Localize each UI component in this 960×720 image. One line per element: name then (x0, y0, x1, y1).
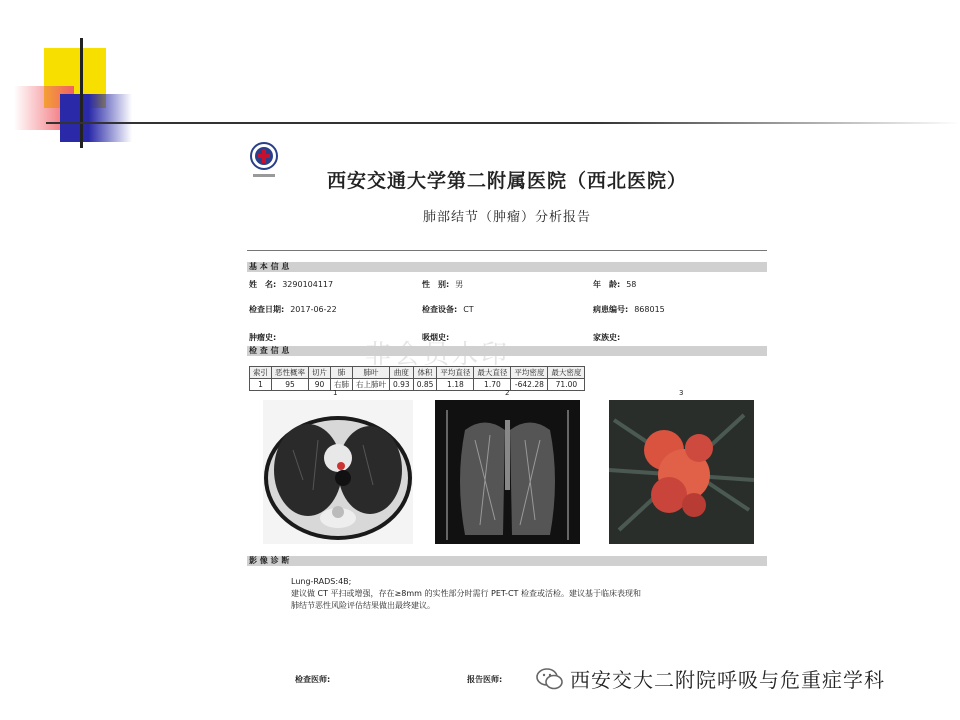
recommendation-line-2: 肺结节恶性风险评估结果做出最终建议。 (291, 601, 435, 610)
report-title: 肺部结节（肿瘤）分析报告 (422, 210, 591, 225)
lung-rads-line: Lung-RADS:4B; (291, 577, 352, 586)
divider (247, 250, 767, 251)
table-cell: 1.18 (437, 379, 474, 391)
wechat-account-name: 西安交大二附院呼吸与危重症学科 (570, 668, 885, 692)
table-cell: 1.70 (474, 379, 511, 391)
exam-date-field: 检查日期: 2017-06-22 (249, 305, 337, 314)
col-header: 最大直径 (474, 367, 511, 379)
col-header: 切片 (309, 367, 331, 379)
table-cell: 1 (250, 379, 272, 391)
col-header: 肺叶 (353, 367, 390, 379)
table-header-row (250, 367, 585, 379)
table-cell: 71.00 (548, 379, 585, 391)
examining-doctor-label: 检查医师: (295, 675, 331, 684)
slide-deco-blue-square (60, 94, 132, 142)
table-row (250, 379, 585, 391)
tumor-history-field: 肿瘤史: (249, 333, 277, 342)
imaging-diagnosis-section: 影 像 诊 断 (247, 556, 767, 566)
age-field: 年 龄: 58 (593, 280, 637, 289)
col-header: 平均密度 (511, 367, 548, 379)
wechat-watermark (536, 664, 885, 693)
basic-info-section: 基 本 信 息 (247, 262, 767, 272)
ct-coronal-image (435, 400, 580, 544)
sex-field: 性 别: 男 (422, 280, 464, 289)
table-cell: -642.28 (511, 379, 548, 391)
table-cell: 95 (272, 379, 309, 391)
nodule-3d-image (609, 400, 754, 544)
case-number-field: 病患编号: 868015 (593, 305, 665, 314)
image-label-2: 2 (505, 389, 510, 397)
family-history-field: 家族史: (593, 333, 621, 342)
slide-deco-horizontal-line (46, 122, 960, 124)
smoking-history-field: 吸烟史: (422, 333, 450, 342)
image-label-3: 3 (679, 389, 684, 397)
col-header: 索引 (250, 367, 272, 379)
device-field: 检查设备: CT (422, 305, 474, 314)
table-cell: 右上肺叶 (353, 379, 390, 391)
image-label-1: 1 (333, 389, 338, 397)
col-header: 体积 (413, 367, 437, 379)
exam-info-section: 检 查 信 息 (247, 346, 767, 356)
diagnosis-text (291, 576, 731, 612)
nodule-metrics-table (249, 366, 585, 391)
col-header: 恶性概率 (272, 367, 309, 379)
hospital-name: 西安交通大学第二附属医院（西北医院） (326, 170, 687, 192)
slide-deco-vertical-line (80, 38, 83, 148)
wechat-icon (536, 667, 564, 691)
recommendation-line-1: 建议做 CT 平扫或增强，存在≥8mm 的实性部分时需行 PET-CT 检查或活检。建议基于临床表现和 (291, 589, 641, 598)
reporting-doctor-label: 报告医师: (467, 675, 503, 684)
name-field: 姓 名: 3290104117 (249, 280, 334, 289)
col-header: 曲度 (390, 367, 414, 379)
table-cell: 90 (309, 379, 331, 391)
col-header: 肺 (331, 367, 353, 379)
table-cell: 右肺 (331, 379, 353, 391)
ct-axial-image (263, 400, 413, 544)
table-cell: 0.93 (390, 379, 414, 391)
col-header: 最大密度 (548, 367, 585, 379)
table-cell: 0.85 (413, 379, 437, 391)
col-header: 平均直径 (437, 367, 474, 379)
report-document (247, 134, 767, 694)
